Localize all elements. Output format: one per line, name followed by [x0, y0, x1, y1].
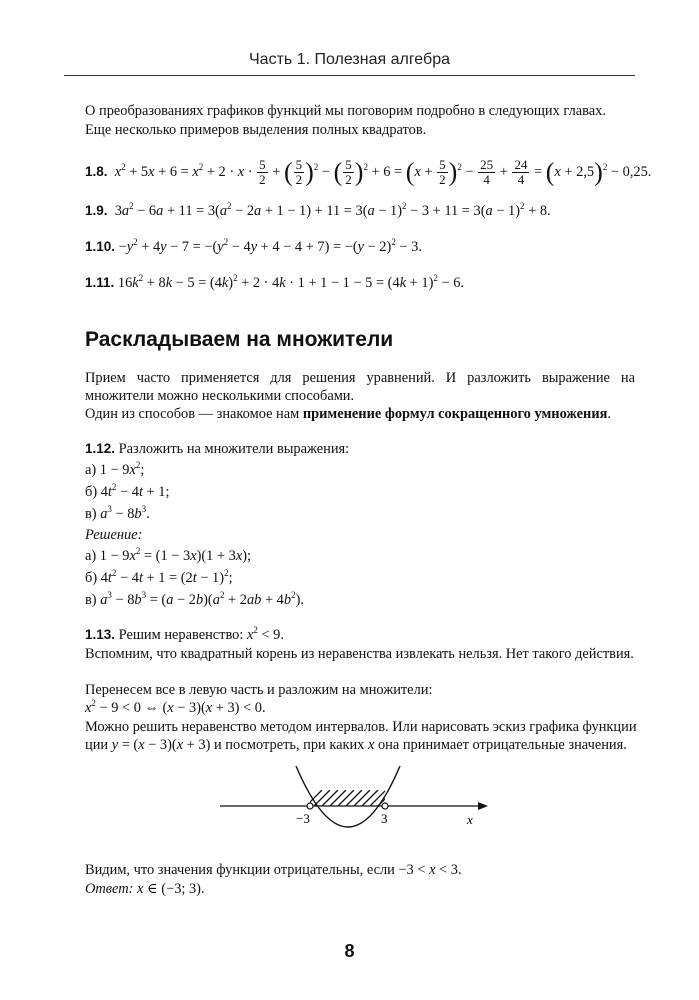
paragraph-interval: Можно решить неравенство методом интервалов. Или нарисовать эскиз графика функции — [85, 719, 637, 735]
paragraph-function: ции y = (x − 3)(x + 3) и посмотреть, при каких x она принимает отрицательные значения. — [85, 737, 627, 753]
example-text: Разложить на множители выражения: — [115, 441, 350, 457]
answer-label: Ответ: — [85, 881, 134, 897]
example-1-13-title: 1.13. Решим неравенство: $x^2 < 9$. — [85, 625, 284, 643]
example-1-12-title — [85, 440, 635, 458]
root-point-left — [307, 803, 313, 809]
example-number: 1.12. — [85, 441, 116, 456]
parabola-sketch — [210, 760, 490, 852]
answer-value: (−3; 3). — [157, 881, 205, 897]
example-number: 1.13. — [85, 627, 116, 642]
example-number: 1.9. — [85, 203, 108, 218]
conclusion-text: Видим, что значения функции отрицательны, если −3 < — [85, 862, 430, 878]
page-number: 8 — [344, 941, 355, 961]
axis-label: x — [467, 812, 473, 827]
paragraph-move: Перенесем все в левую часть и разложим на множители: — [85, 682, 433, 698]
solution-a: а) $1 - 9x^2 = (1 - 3x)(1 + 3x)$; — [85, 546, 252, 564]
function-text: и посмотреть, при каких — [210, 737, 368, 753]
root-point-right — [382, 803, 388, 809]
method-bold: применение формул сокращенного умножения — [302, 406, 608, 422]
section-title: Раскладываем на множители — [85, 328, 394, 351]
example-number: 1.10. — [85, 239, 116, 254]
example-number: 1.8. — [85, 164, 108, 179]
example-1-11: 1.11. $16k^2 + 8k - 5 = (4k)^2 + 2 \cdot 4k \cdot 1 + 1 - 1 - 5 = (4k + 1)^2 - 6$. — [85, 273, 464, 291]
tick-label-left: −3 — [296, 811, 310, 826]
example-1-10: 1.10. $-y^2 + 4y - 7 = -(y^2 - 4y + 4 - 4 + 7) = -(y - 2)^2 - 3$. — [85, 237, 422, 255]
conclusion-end: < 3. — [435, 862, 462, 878]
header-rule — [64, 75, 635, 76]
method-text: Один из способов — знакомое нам — [85, 406, 303, 422]
paragraph-factoring: Прием часто применяется для решения уравнений. И разложить выражение на множители можно несколькими способами. — [85, 370, 635, 404]
axis-arrow-icon — [478, 802, 488, 810]
example-1-9: 1.9. $3a^2 - 6a + 11 = 3(a^2 - 2a + 1 - 1) + 11 = 3(a - 1)^2 - 3 + 11 = 3(a - 1)^2 + 8$. — [85, 201, 551, 219]
intro-line-1: О преобразованиях графиков функций мы поговорим подробно в следующих главах. — [85, 103, 606, 119]
conclusion: Видим, что значения функции отрицательны, если −3 < x < 3. — [85, 862, 462, 878]
intro-line-2: Еще несколько примеров выделения полных квадратов. — [85, 122, 427, 138]
answer: Ответ: x ∈ (−3; 3). — [85, 881, 205, 897]
inequality-chain: $x^2 - 9 < 0$ ⇔ (x − 3)(x + 3) < 0. — [85, 698, 266, 716]
example-1-8: 1.8. $x^2 + 5x + 6 = x^2 + 2 \cdot x$ · $\frac{5}{2}$ + ( $\frac{5}{2}$ )$^2$ − ( $\frac{5}{2}$ )$^2$ + 6 = (x + $\frac{5}{2}$ )$^2$ − $\frac{25}{4}$ + $\frac{24}{4}$ = $(x + 2,5)^2 - 0,25$. — [85, 157, 652, 188]
paragraph-method — [85, 405, 635, 423]
example-number: 1.11. — [85, 275, 115, 290]
tick-label-right: 3 — [381, 811, 388, 826]
task-b: б) $4t^2 - 4t + 1$; — [85, 482, 170, 500]
task-c: в) $a^3 - 8b^3$. — [85, 504, 150, 522]
function-text-end: она принимает отрицательные значения. — [374, 737, 627, 753]
paragraph-sqrt: Вспомним, что квадратный корень из неравенства извлекать нельзя. Нет такого действия. — [85, 646, 634, 662]
method-end: . — [607, 406, 612, 422]
solution-label-text: Решение: — [85, 527, 143, 543]
task-a: а) $1 - 9x^2$; — [85, 460, 145, 478]
solution-c: в) $a^3 - 8b^3 = (a - 2b)(a^2 + 2ab + 4b^2)$. — [85, 590, 304, 608]
solution-b: б) $4t^2 - 4t + 1 = (2t - 1)^2$; — [85, 568, 233, 586]
running-header: Часть 1. Полезная алгебра — [249, 51, 450, 68]
solution-label — [85, 526, 635, 544]
example-text: Решим неравенство: — [115, 627, 247, 643]
